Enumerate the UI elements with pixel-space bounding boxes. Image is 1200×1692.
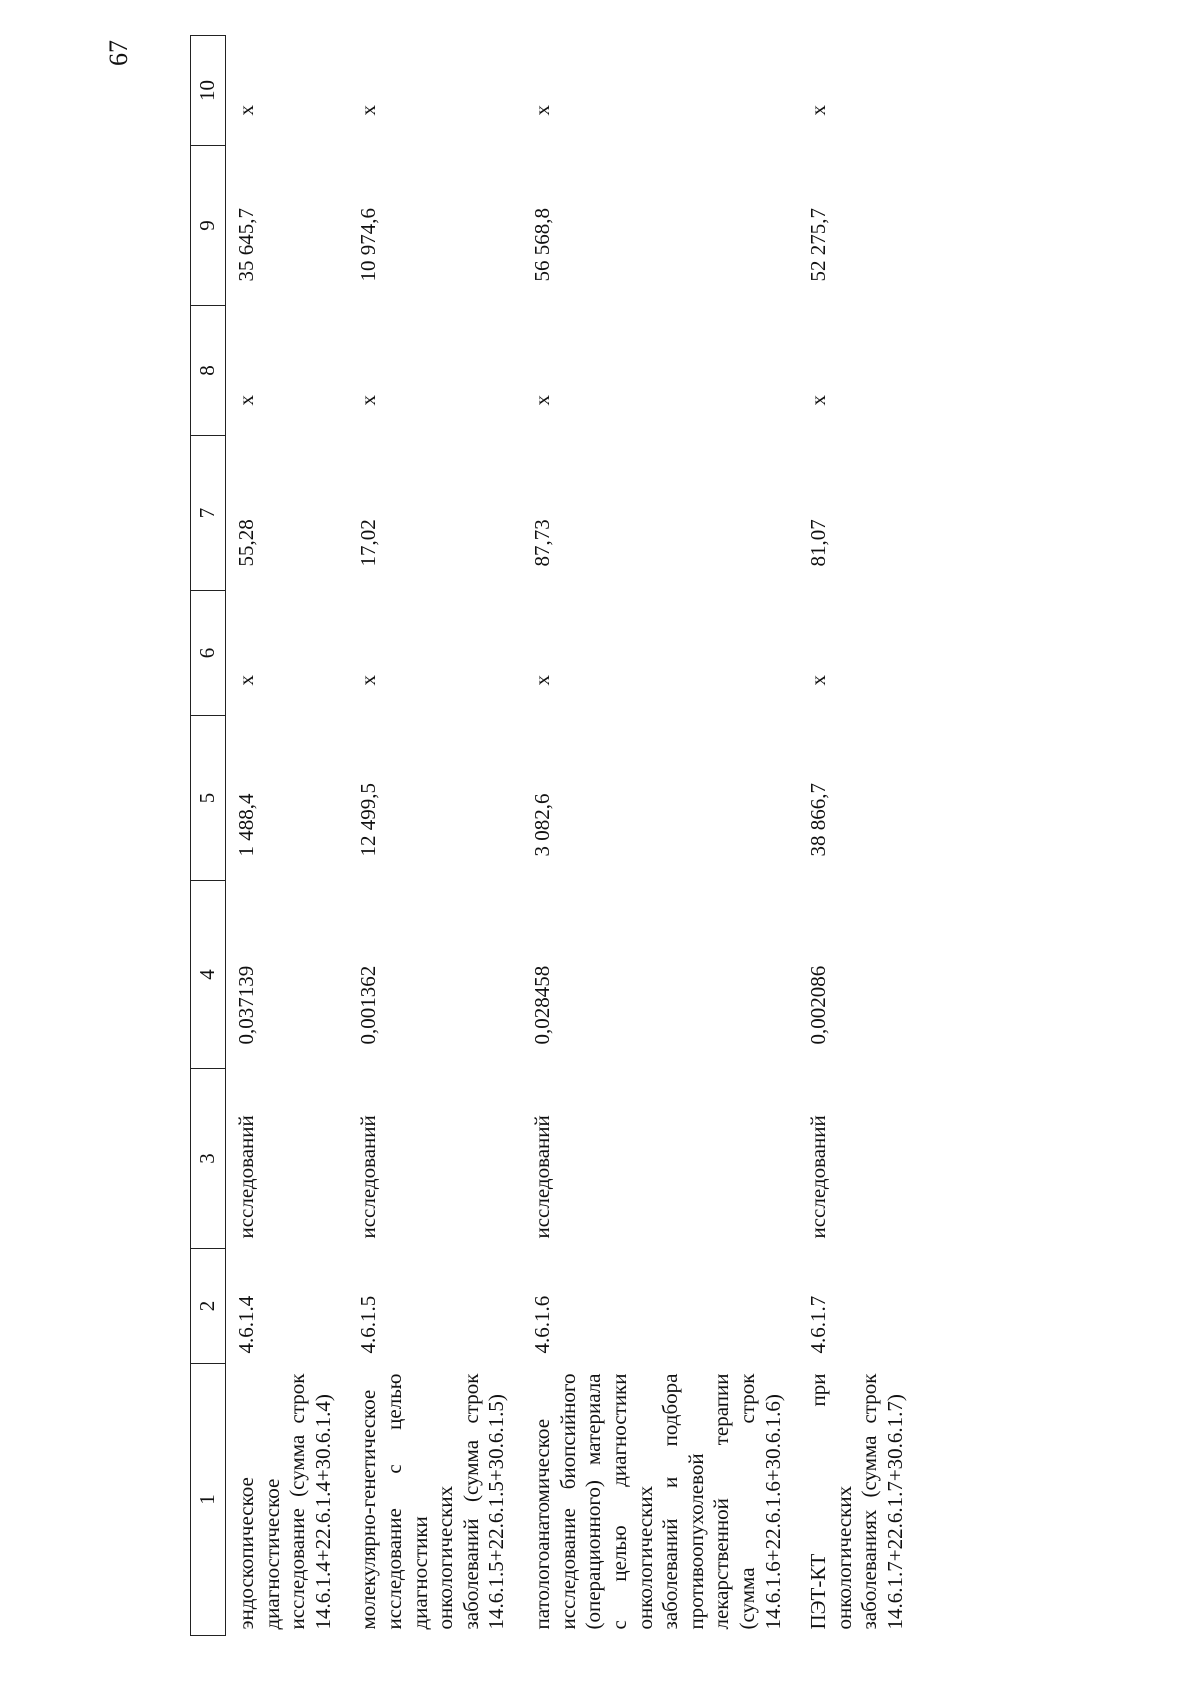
row-name-cell xyxy=(226,1364,349,1636)
row-col-5: 1 488,4 xyxy=(234,793,258,857)
row-unit: исследований xyxy=(234,1115,258,1239)
table-row xyxy=(798,36,920,1636)
header-row xyxy=(191,36,226,1636)
row-name-cell xyxy=(348,1364,522,1636)
row-col-10: х xyxy=(806,105,831,116)
row-col-7: 55,28 xyxy=(234,519,258,567)
row-col-5: 12 499,5 xyxy=(356,783,381,857)
column-header: 9 xyxy=(191,146,226,306)
row-col-9: 56 568,8 xyxy=(530,208,555,282)
row-name: молекулярно-генетическое исследование с целью диагностики онкологических заболеваний (сумма строк 14.6.1.5+22.6.1.5+30.6.1.5) xyxy=(356,1373,509,1630)
row-col-7: 17,02 xyxy=(356,519,381,567)
column-header: 6 xyxy=(191,591,226,716)
column-header: 3 xyxy=(191,1069,226,1249)
row-col-8: х xyxy=(356,395,381,406)
row-code: 4.6.1.4 xyxy=(234,1295,258,1354)
row-col-7: 87,73 xyxy=(530,519,555,567)
row-col-5: 3 082,6 xyxy=(530,793,555,857)
row-name-cell xyxy=(522,1364,798,1636)
column-header: 2 xyxy=(191,1249,226,1364)
row-code: 4.6.1.6 xyxy=(530,1295,555,1354)
row-col-6: х xyxy=(234,675,258,686)
row-col-4: 0,001362 xyxy=(356,965,381,1045)
row-name-cell xyxy=(798,1364,920,1636)
column-header: 4 xyxy=(191,881,226,1069)
row-unit: исследований xyxy=(806,1115,831,1239)
row-col-10: х xyxy=(530,105,555,116)
column-header: 8 xyxy=(191,306,226,436)
row-col-4: 0,002086 xyxy=(806,965,831,1045)
row-name: ПЭТ-КТ при онкологических заболеваниях (сумма строк 14.6.1.7+22.6.1.7+30.6.1.7) xyxy=(806,1373,908,1630)
row-col-6: х xyxy=(356,675,381,686)
column-header: 1 xyxy=(191,1364,226,1636)
row-name: патологоанатомическое исследование биопсийного (операционного) материала с целью диагностики онкологических заболеваний и подбора противоопухолевой лекарственной терапии (сумма строк 14.6.1.6+22.6.1.6+30.6.1.6) xyxy=(530,1373,785,1630)
row-col-10: х xyxy=(356,105,381,116)
row-col-7: 81,07 xyxy=(806,519,831,567)
row-col-8: х xyxy=(234,395,258,406)
row-code: 4.6.1.7 xyxy=(806,1295,831,1354)
row-col-6: х xyxy=(530,675,555,686)
column-header: 7 xyxy=(191,436,226,591)
row-code: 4.6.1.5 xyxy=(356,1295,381,1354)
table-row xyxy=(522,36,798,1636)
row-col-8: х xyxy=(530,395,555,406)
row-col-5: 38 866,7 xyxy=(806,783,831,857)
row-col-4: 0,037139 xyxy=(234,965,258,1045)
row-unit: исследований xyxy=(356,1115,381,1239)
row-col-4: 0,028458 xyxy=(530,965,555,1045)
column-header: 5 xyxy=(191,716,226,881)
table-row xyxy=(226,36,349,1636)
row-col-9: 10 974,6 xyxy=(356,208,381,282)
rotated-table-container xyxy=(190,36,1010,1636)
table-row xyxy=(348,36,522,1636)
row-unit: исследований xyxy=(530,1115,555,1239)
row-col-9: 35 645,7 xyxy=(234,208,258,282)
row-col-8: х xyxy=(806,395,831,406)
row-col-6: х xyxy=(806,675,831,686)
page-number: 67 xyxy=(104,40,133,66)
row-name: эндоскопическое диагностическое исследование (сумма строк 14.6.1.4+22.6.1.4+30.6.1.4) xyxy=(234,1373,335,1630)
row-col-10: х xyxy=(234,105,258,116)
row-col-9: 52 275,7 xyxy=(806,208,831,282)
data-table xyxy=(190,35,921,1636)
column-header: 10 xyxy=(191,36,226,146)
